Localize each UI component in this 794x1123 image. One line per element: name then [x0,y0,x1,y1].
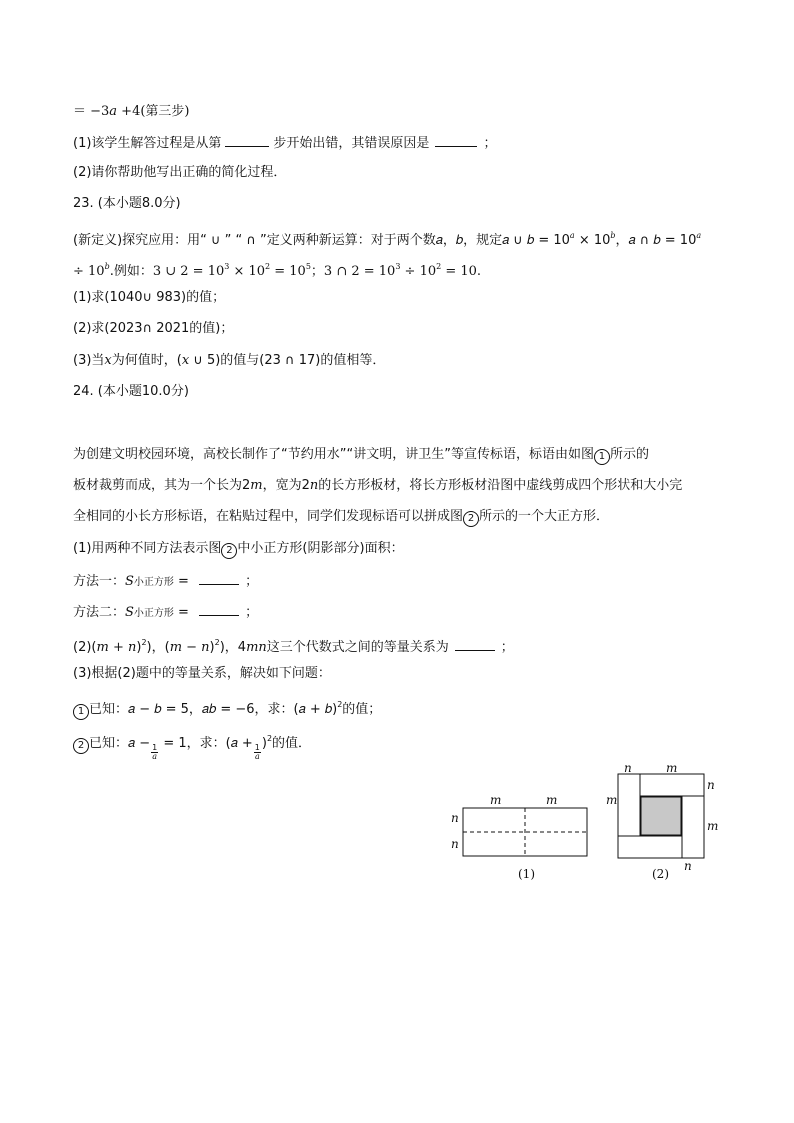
answer-blank[interactable] [435,133,477,147]
figure-caption: (1) [518,867,535,881]
answer-blank[interactable] [225,133,269,147]
shaded-small-square [641,797,681,835]
small-rectangle [618,774,640,836]
q24-intro-1: 为创建文明校园环境，高校长制作了“节约用水”“讲文明，讲卫生”等宣传标语，标语由如图 1 所示的 [73,446,649,465]
method-one: 方法一：𝑆小正方形 = ； [73,571,258,592]
q24-intro-2: 板材裁剪而成，其为一个长为2𝑚，宽为2𝑛的长方形板材，将长方形板材沿图中虚线剪成四个形状和大小完 [73,478,683,493]
q24-part3-b: 2 已知：𝑎 − $\frac{1}{\text{𝑎}}$ = 1，求：(𝑎 + $\frac{1}{\text{𝑎}}$ )$^2$的值． [73,730,311,761]
q24-part2: (2)(𝑚 + 𝑛)$^2$)，(𝑚 − 𝑛)$^2$)，4𝑚𝑛这三个代数式之间的等量关系为 ； [73,638,514,655]
figure-caption: (2) [652,867,669,881]
q24-heading: 24. (本小题10.0分) [73,384,189,399]
label-n: 𝑛 [624,761,632,775]
answer-blank[interactable] [455,637,495,651]
q22-part2: (2)请你帮助他写出正确的简化过程． [73,165,287,180]
small-rectangle [682,796,704,858]
label-m: 𝑚 [490,793,502,807]
label-m: 𝑚 [546,793,558,807]
q24-part3-a: 1 已知：𝑎 − 𝑏 = 5，𝑎𝑏 = −6，求：(𝑎 + 𝑏)$^2$的值； [73,696,381,720]
q22-part1: (1)该学生解答过程是从第 步开始出错，其错误原因是 ； [73,133,496,153]
q23-example: ÷ $10^𝑏$.例如：3 ∪ $2 = 10^3 \times 10^2 = 10^5$；3 ∩ $2 = 10^3 \div 10^2 = 10$. [73,262,482,279]
label-m: 𝑚 [666,761,678,775]
label-m: 𝑚 [606,793,618,807]
fraction-1-over-a: $\frac{1}{\text{𝑎}}$ [152,743,158,761]
label-m: 𝑚 [707,819,719,833]
line-step3: ＝ −3𝑎 +4(第三步) [73,104,190,119]
figure-2 [600,758,730,888]
q24-part3: (3)根据(2)题中的等量关系，解决如下问题： [73,666,331,681]
q23-part1: (1)求(1040∪ 983)的值； [73,290,226,305]
small-rectangle [618,836,682,858]
label-n: 𝑛 [707,778,715,792]
label-n: 𝑛 [451,837,459,851]
q23-part3: (3)当𝑥为何值时，(𝑥 ∪ 5)的值与(23 ∩ 17)的值相等． [73,353,386,368]
q24-part1: (1)用两种不同方法表示图 2 中小正方形(阴影部分)面积： [73,540,404,559]
answer-blank[interactable] [199,571,239,585]
method-two: 方法二：𝑆小正方形 = ； [73,602,258,623]
q23-part2: (2)求(2023∩ 2021的值)； [73,321,234,336]
q23-definition: (新定义)探究应用：用“ ∪ ” “ ∩ ”定义两种新运算：对于两个数𝑎，𝑏，规定𝑎 ∪ 𝑏 = $10^𝑎 \times 10^𝑏$，𝑎 ∩ 𝑏 = $10^𝑎$ [73,231,702,248]
q24-intro-3: 全相同的小长方形标语，在粘贴过程中，同学们发现标语可以拼成图 2 所示的一个大正方形． [73,508,609,527]
fraction-1-over-a: $\frac{1}{\text{𝑎}}$ [254,743,260,761]
figure-1 [445,790,595,885]
label-n: 𝑛 [684,859,692,873]
q23-heading: 23. (本小题8.0分) [73,196,181,211]
answer-blank[interactable] [199,602,239,616]
small-rectangle [640,774,704,796]
label-n: 𝑛 [451,811,459,825]
